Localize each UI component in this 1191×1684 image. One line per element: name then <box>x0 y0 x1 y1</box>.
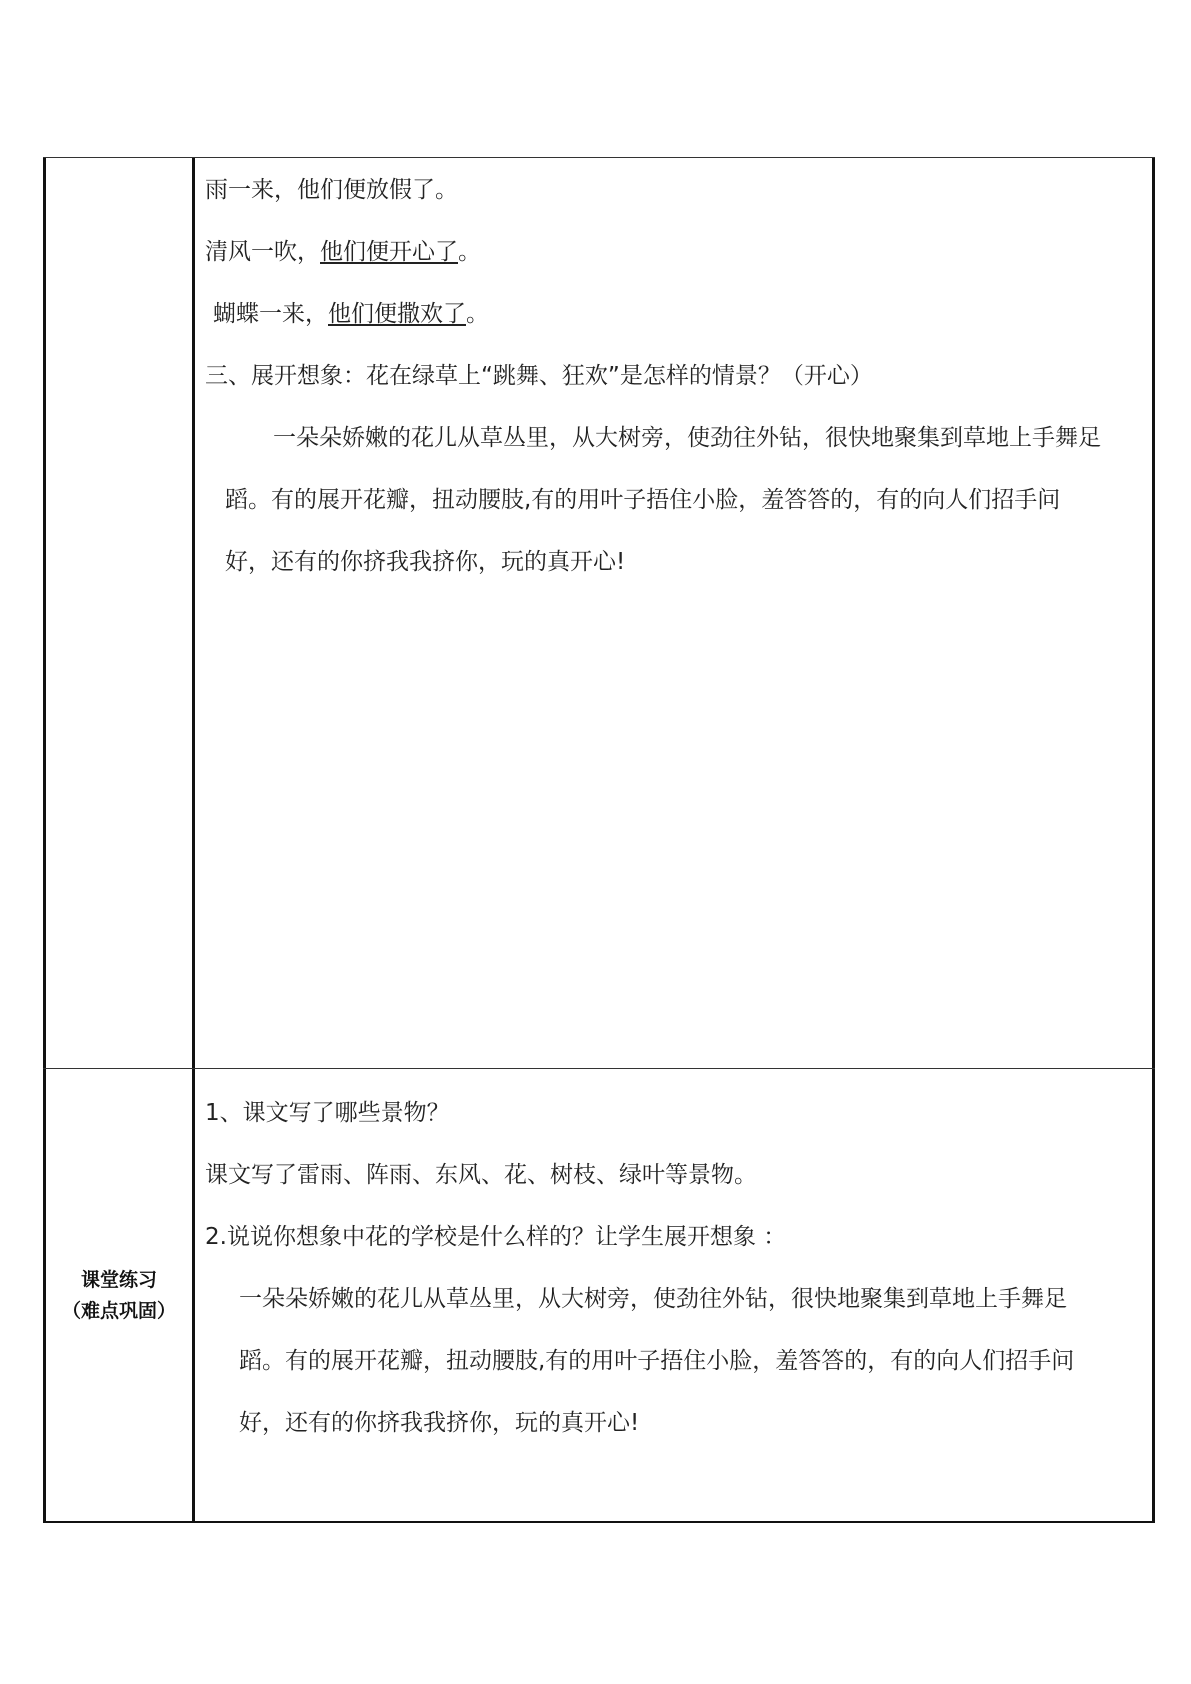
row1-line2-suffix: 。 <box>458 239 481 265</box>
row1-line3-prefix: 蝴蝶一来， <box>213 301 328 327</box>
row1-line2-underlined: 他们便开心了 <box>320 239 458 265</box>
table-right-border <box>1152 157 1155 1523</box>
row1-paragraph-line1: 一朵朵娇嫩的花儿从草丛里，从大树旁，使劲往外钻，很快地聚集到草地上手舞足 <box>273 425 1101 451</box>
row1-paragraph-line2: 蹈。有的展开花瓣，扭动腰肢,有的用叶子捂住小脸，羞答答的，有的向人们招手问 <box>225 487 1061 513</box>
row2-question1: 1、课文写了哪些景物？ <box>205 1100 450 1126</box>
row2-paragraph-line3: 好，还有的你挤我我挤你，玩的真开心! <box>239 1410 640 1436</box>
row1-line2-prefix: 清风一吹， <box>205 239 320 265</box>
exercise-label-line1: 课堂练习 <box>80 1269 157 1291</box>
row2-question2: 2.说说你想象中花的学校是什么样的？让学生展开想象 ： <box>205 1224 787 1250</box>
table-row-divider <box>43 1068 1155 1069</box>
exercise-label-line2: （难点巩固） <box>61 1300 176 1322</box>
row2-answer1: 课文写了雷雨、阵雨、东风、花、树枝、绿叶等景物。 <box>205 1162 757 1188</box>
row2-paragraph-line2: 蹈。有的展开花瓣，扭动腰肢,有的用叶子捂住小脸，羞答答的，有的向人们招手问 <box>239 1348 1075 1374</box>
table-bottom-border <box>43 1521 1155 1523</box>
row1-line1: 雨一来，他们便放假了。 <box>205 177 458 203</box>
table-column-divider <box>192 157 195 1523</box>
row1-line3-underlined: 他们便撒欢了 <box>328 301 466 327</box>
table-top-border <box>43 157 1155 158</box>
row1-heading: 三、展开想象：花在绿草上“跳舞、狂欢”是怎样的情景？（开心） <box>205 363 873 389</box>
row1-line3 <box>213 299 489 329</box>
row1-line2 <box>205 237 481 267</box>
row2-paragraph-line1: 一朵朵娇嫩的花儿从草丛里，从大树旁，使劲往外钻，很快地聚集到草地上手舞足 <box>239 1286 1067 1312</box>
row1-line3-suffix: 。 <box>466 301 489 327</box>
row1-paragraph-line3: 好，还有的你挤我我挤你，玩的真开心! <box>225 549 626 575</box>
exercise-label <box>46 1265 192 1327</box>
lesson-table <box>43 157 1155 1523</box>
